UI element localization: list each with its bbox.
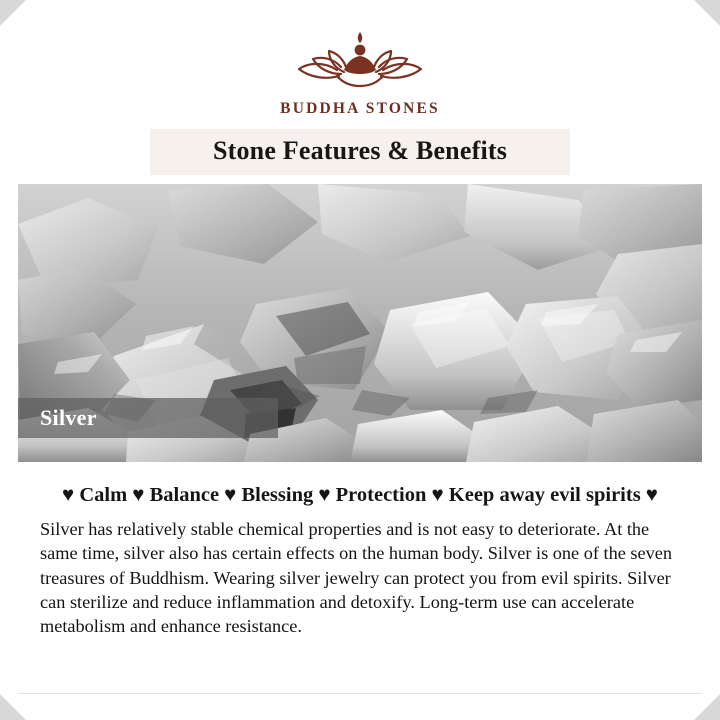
stone-name-badge: [18, 398, 278, 438]
description-panel: [18, 472, 702, 639]
brand-name: BUDDHA STONES: [280, 100, 440, 117]
stone-description: Silver has relatively stable chemical properties and is not easy to deteriorate. At the same time, silver also has certain effects on the human body. Silver is one of the seven treasures of Buddhism. Wearing silver jewelry can protect you from evil spirits. Silver can sterilize and reduce inflammation and detoxify. Long-term use can accelerate metabolism and enhance resistance.: [40, 519, 673, 637]
corner-decoration-top-left: [0, 0, 26, 26]
section-title-bar: [150, 129, 570, 175]
brand-header: [0, 0, 720, 118]
corner-decoration-bottom-right: [694, 694, 720, 720]
hero-image: [18, 184, 702, 462]
bottom-divider: [18, 693, 702, 694]
page-title: Stone Features & Benefits: [212, 136, 508, 165]
stone-name: Silver: [40, 405, 97, 430]
benefit-keywords: ♥ Calm ♥ Balance ♥ Blessing ♥ Protection ♥ Keep away evil spirits ♥: [62, 484, 658, 506]
corner-decoration-bottom-left: [0, 694, 26, 720]
corner-decoration-top-right: [694, 0, 720, 26]
lotus-meditation-icon: [285, 26, 435, 94]
